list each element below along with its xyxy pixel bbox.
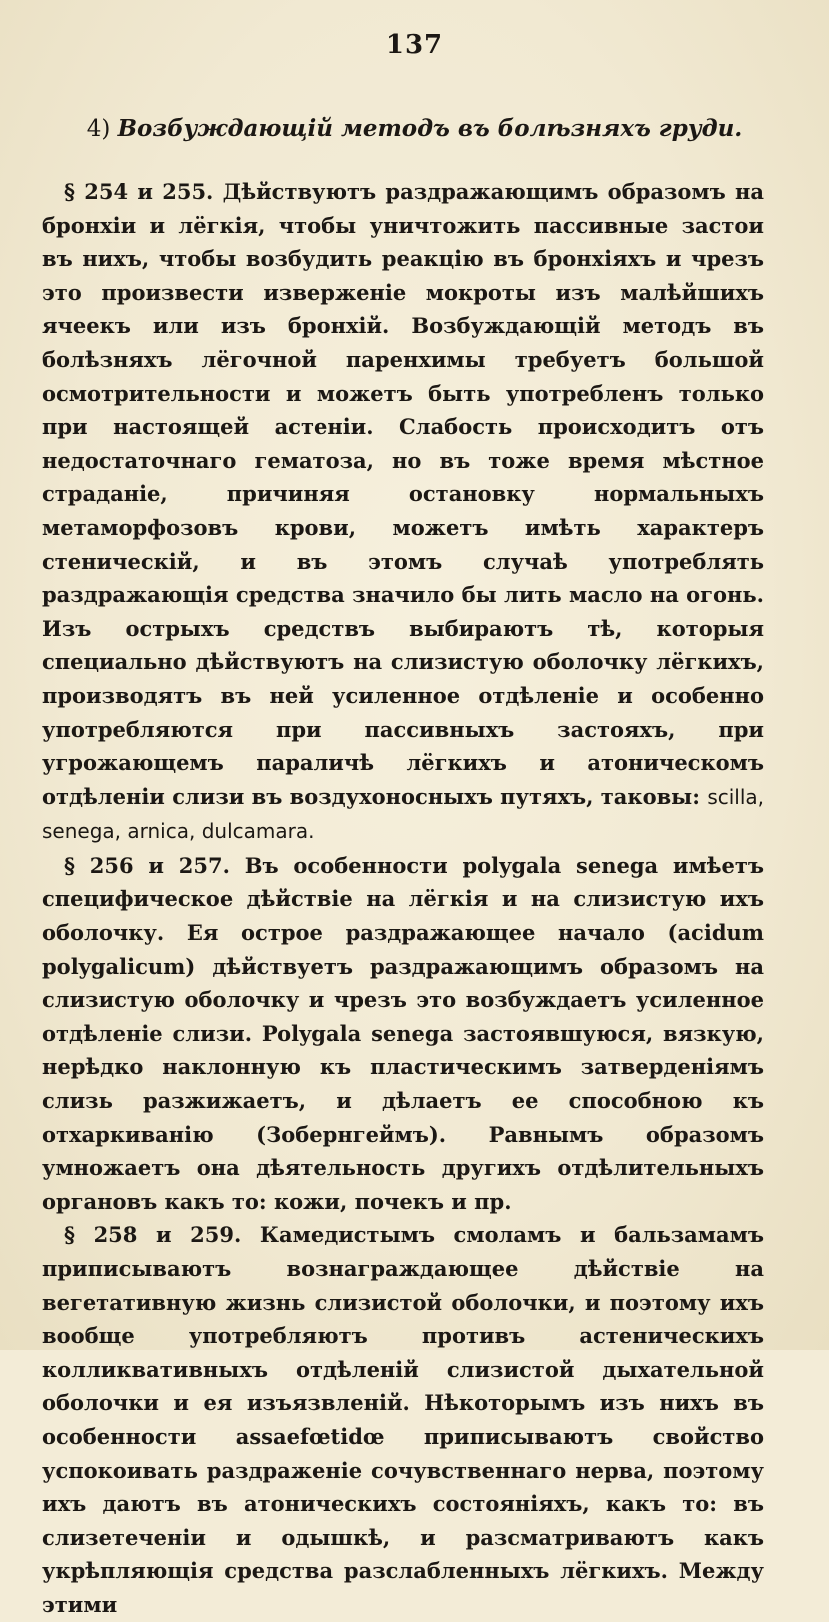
section-marker: § 256 и 257. — [64, 852, 230, 878]
paragraph-text: Въ особенности polygala senega имѣетъ специфическое дѣйствіе на лёгкія и на слизистую ихъ оболочку. Ея острое раздражающее начало (acidum polygalicum) дѣйствуетъ раздражающимъ образомъ на слизистую оболочку и чрезъ это возбуждаетъ усиленное отдѣленіе слизи. Polygala senega застоявшуюся, вязкую, нерѣдко наклонную къ пластическимъ затверденіямъ слизь разжижаетъ, и дѣлаетъ ее способною къ отхаркиванію (Зобернгеймъ). Равнымъ образомъ умножаетъ она дѣятельность другихъ отдѣлительныхъ органовъ какъ то: кожи, почекъ и пр. — [42, 852, 765, 1214]
page-number: 137 — [385, 30, 444, 60]
section-marker: § 258 и 259. — [64, 1222, 242, 1248]
body-text — [42, 175, 764, 1622]
paragraph — [42, 849, 764, 1219]
section-heading — [0, 115, 829, 142]
paragraph-text: Дѣйствуютъ раздражающимъ образомъ на бронхіи и лёгкія, чтобы уничтожить пассивные застои въ нихъ, чтобы возбудить реакцію въ бронхіяхъ и чрезъ это произвести изверженіе мокроты изъ малѣйшихъ ячеекъ или изъ бронхій. Возбуждающій методъ въ болѣзняхъ лёгочной паренхимы требуетъ большой осмотрительности и можетъ быть употребленъ только при настоящей астеніи. Слабость происходитъ отъ недостаточнаго гематоза, но въ тоже время мѣстное страданіе, причиняя остановку нормальныхъ метаморфозовъ крови, можетъ имѣть характеръ стеническій, и въ этомъ случаѣ употреблять раздражающія средства значило бы лить масло на огонь. Изъ острыхъ средствъ выбираютъ тѣ, которыя специально дѣйствуютъ на слизистую оболочку лёгкихъ, производятъ въ ней усиленное отдѣленіе и особенно употребляются при пассивныхъ застояхъ, при угрожающемъ параличѣ лёгкихъ и атоническомъ отдѣленіи слизи въ воздухоносныхъ путяхъ, таковы: — [42, 179, 764, 809]
paragraph — [42, 1218, 764, 1621]
paragraph-text: Камедистымъ смоламъ и бальзамамъ приписываютъ вознаграждающее дѣйствіе на вегетативную жизнь слизистой оболочки, и поэтому ихъ вообще употребляютъ противъ астеническихъ колликвативныхъ отдѣленій слизистой дыхательной оболочки и ея изъязвленій. Нѣкоторымъ изъ нихъ въ особенности assaefœtidœ приписываютъ свойство успокоивать раздраженіе сочувственнаго нерва, поэтому ихъ даютъ въ атоническихъ состояніяхъ, какъ то: въ слизетеченіи и одышкѣ, и разсматриваютъ какъ укрѣпляющія средства разслабленныхъ лёгкихъ. Между этими — [42, 1222, 764, 1617]
latin-terms: scilla, senega, arnica, dulcamara. — [42, 784, 765, 844]
section-marker: § 254 и 255. — [64, 179, 214, 204]
heading-title: Возбуждающій методъ въ болѣзняхъ груди. — [117, 115, 743, 142]
paragraph — [42, 175, 764, 849]
heading-number: 4) — [86, 116, 111, 142]
